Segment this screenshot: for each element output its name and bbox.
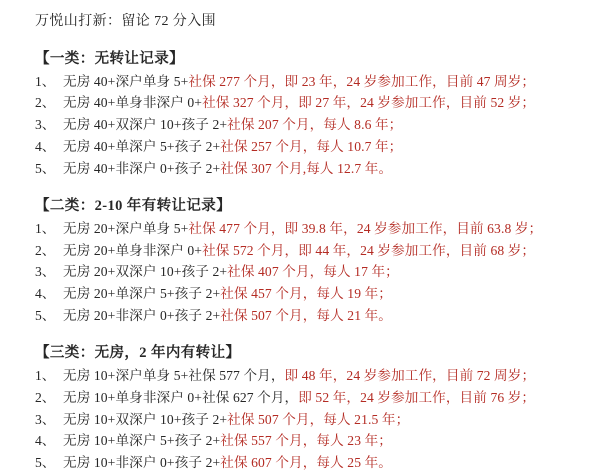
item-text-black: 无房 10+非深户 0+孩子 2+ (63, 454, 221, 470)
page-title: 万悦山打新：留论 72 分入围 (35, 14, 216, 29)
item-number: 4、 (35, 433, 56, 449)
item-text-red: 社保 257 个月，每人 10.7 年； (220, 138, 403, 154)
item-text-black: 无房 40+单深户 5+孩子 2+ (63, 138, 221, 154)
item-text (63, 430, 392, 452)
item-text-red: 社保 277 个月，即 23 年，24 岁参加工作，目前 47 周岁； (188, 73, 536, 89)
item-text-black: 无房 20+单深户 5+孩子 2+ (63, 286, 221, 302)
item-text-red: 社保 407 个月，每人 17 年； (227, 264, 399, 280)
item-text-black: 无房 10+单身非深户 0+社保 627 个月， (63, 389, 299, 405)
item-text-red: 社保 477 个月，即 39.8 年，24 岁参加工作，目前 63.8 岁； (188, 220, 543, 236)
item-number: 5、 (35, 307, 56, 323)
item-number: 3、 (35, 264, 56, 280)
item-text-black: 无房 10+深户单身 5+社保 577 个月， (63, 368, 285, 384)
list-item (35, 365, 590, 387)
item-text-black: 无房 10+单深户 5+孩子 2+ (63, 433, 221, 449)
item-text (63, 305, 392, 327)
list-item (35, 71, 590, 93)
list-item (35, 158, 590, 180)
item-number: 2、 (35, 389, 56, 405)
item-number: 2、 (35, 95, 56, 111)
item-text-black: 无房 20+深户单身 5+ (63, 220, 189, 236)
item-text-red: 社保 557 个月，每人 23 年； (220, 433, 392, 449)
section-heading: 【一类：无转让记录】 (35, 51, 184, 67)
list-item (35, 92, 590, 114)
item-text-red: 社保 507 个月，每人 21.5 年； (227, 411, 410, 427)
item-text-black: 无房 20+双深户 10+孩子 2+ (63, 264, 228, 280)
item-text (63, 71, 535, 93)
item-text (63, 158, 392, 180)
item-text-red: 社保 307 个月,每人 12.7 年。 (220, 160, 393, 176)
item-number: 1、 (35, 220, 56, 236)
list-item (35, 114, 590, 136)
item-text-red: 即 52 年，24 岁参加工作，目前 76 岁； (298, 389, 536, 405)
list-item (35, 240, 590, 262)
item-text-black: 无房 40+单身非深户 0+ (63, 95, 203, 111)
section-category-2 (35, 196, 590, 326)
item-text (63, 218, 542, 240)
item-text-red: 社保 572 个月，即 44 年，24 岁参加工作，目前 68 岁； (202, 242, 536, 258)
item-text (63, 452, 392, 474)
item-text (63, 365, 535, 387)
item-text (63, 409, 409, 431)
item-text-red: 即 48 年，24 岁参加工作，目前 72 周岁； (284, 368, 536, 384)
item-text-red: 社保 507 个月，每人 21 年。 (220, 307, 392, 323)
item-text-red: 社保 207 个月，每人 8.6 年； (227, 117, 403, 133)
item-number: 2、 (35, 242, 56, 258)
item-text (63, 240, 535, 262)
item-text-red: 社保 327 个月，即 27 年，24 岁参加工作，目前 52 岁； (202, 95, 536, 111)
list-item (35, 261, 590, 283)
item-text-red: 社保 457 个月，每人 19 年； (220, 286, 392, 302)
item-number: 5、 (35, 160, 56, 176)
item-number: 3、 (35, 117, 56, 133)
list-item (35, 387, 590, 409)
list-item (35, 136, 590, 158)
item-number: 4、 (35, 138, 56, 154)
item-text-red: 社保 607 个月，每人 25 年。 (220, 454, 392, 470)
item-text (63, 387, 535, 409)
section-category-1 (35, 49, 590, 179)
item-number: 5、 (35, 454, 56, 470)
item-text-black: 无房 40+双深户 10+孩子 2+ (63, 117, 228, 133)
section-heading: 【三类：无房，2 年内有转让】 (35, 345, 241, 362)
list-item (35, 283, 590, 305)
list-item (35, 218, 590, 240)
item-text (63, 261, 399, 283)
item-text-black: 无房 20+非深户 0+孩子 2+ (63, 307, 221, 323)
item-text (63, 92, 535, 114)
list-item (35, 409, 590, 431)
list-item (35, 430, 590, 452)
item-text-black: 无房 40+非深户 0+孩子 2+ (63, 160, 221, 176)
item-number: 1、 (35, 73, 56, 89)
item-text (63, 136, 402, 158)
list-item (35, 452, 590, 474)
section-heading: 【二类：2-10 年有转让记录】 (35, 198, 232, 215)
section-category-3 (35, 343, 590, 473)
item-number: 1、 (35, 368, 56, 384)
item-text (63, 114, 402, 136)
item-text-black: 无房 10+双深户 10+孩子 2+ (63, 411, 228, 427)
item-number: 3、 (35, 411, 56, 427)
item-text (63, 283, 392, 305)
item-number: 4、 (35, 286, 56, 302)
item-text-black: 无房 20+单身非深户 0+ (63, 242, 203, 258)
list-item (35, 305, 590, 327)
item-text-black: 无房 40+深户单身 5+ (63, 73, 189, 89)
